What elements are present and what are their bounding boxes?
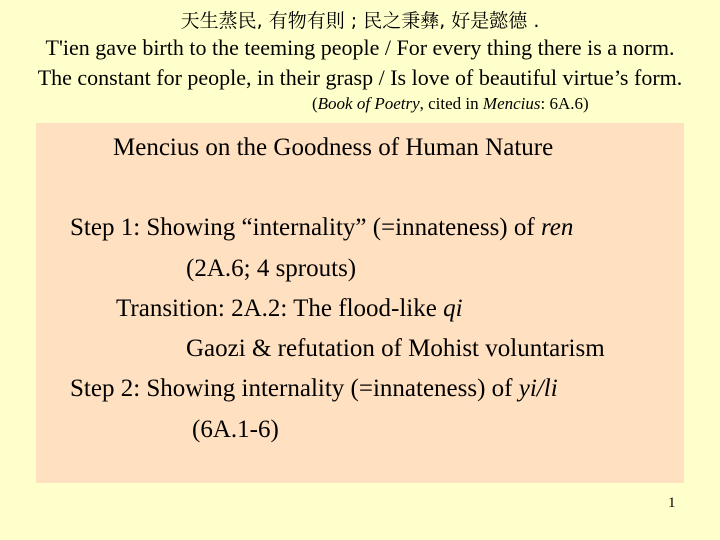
step-2 (70, 374, 558, 404)
step-1-term: ren (540, 214, 574, 241)
citation-source: Mencius (482, 94, 541, 113)
transition-text: Transition: 2A.2: The flood-like (116, 295, 444, 322)
epigraph-translation-line-2: The constant for people, in their grasp / Is love of beautiful virtue’s form. (37, 65, 683, 90)
citation-book: Book of Poetry (317, 94, 420, 113)
citation-ref: : 6A.6) (540, 94, 589, 113)
step-2-term: yi/li (518, 375, 558, 402)
epigraph-translation-line-1: T'ien gave birth to the teeming people / For every thing there is a norm. (45, 35, 675, 60)
transition-term: qi (443, 295, 463, 322)
slide-title: Mencius on the Goodness of Human Nature (113, 134, 554, 161)
step-1 (70, 213, 573, 243)
citation-middle: , cited in (419, 94, 483, 113)
step-1-text: Step 1: Showing “internality” (=innateness) of (70, 214, 541, 241)
page-number: 1 (668, 495, 676, 511)
step-2-detail: (6A.1-6) (192, 416, 279, 443)
step-1-detail: (2A.6; 4 sprouts) (186, 255, 357, 282)
citation-open: ( (312, 94, 318, 113)
chinese-epigraph: 天生蒸民, 有物有則 ; 民之秉彝, 好是懿德 . (180, 10, 540, 32)
content-box (36, 123, 684, 483)
transition-detail: Gaozi & refutation of Mohist voluntarism (186, 335, 605, 362)
transition (116, 294, 463, 324)
epigraph-citation (312, 94, 589, 114)
step-2-text: Step 2: Showing internality (=innateness) of (70, 375, 519, 402)
